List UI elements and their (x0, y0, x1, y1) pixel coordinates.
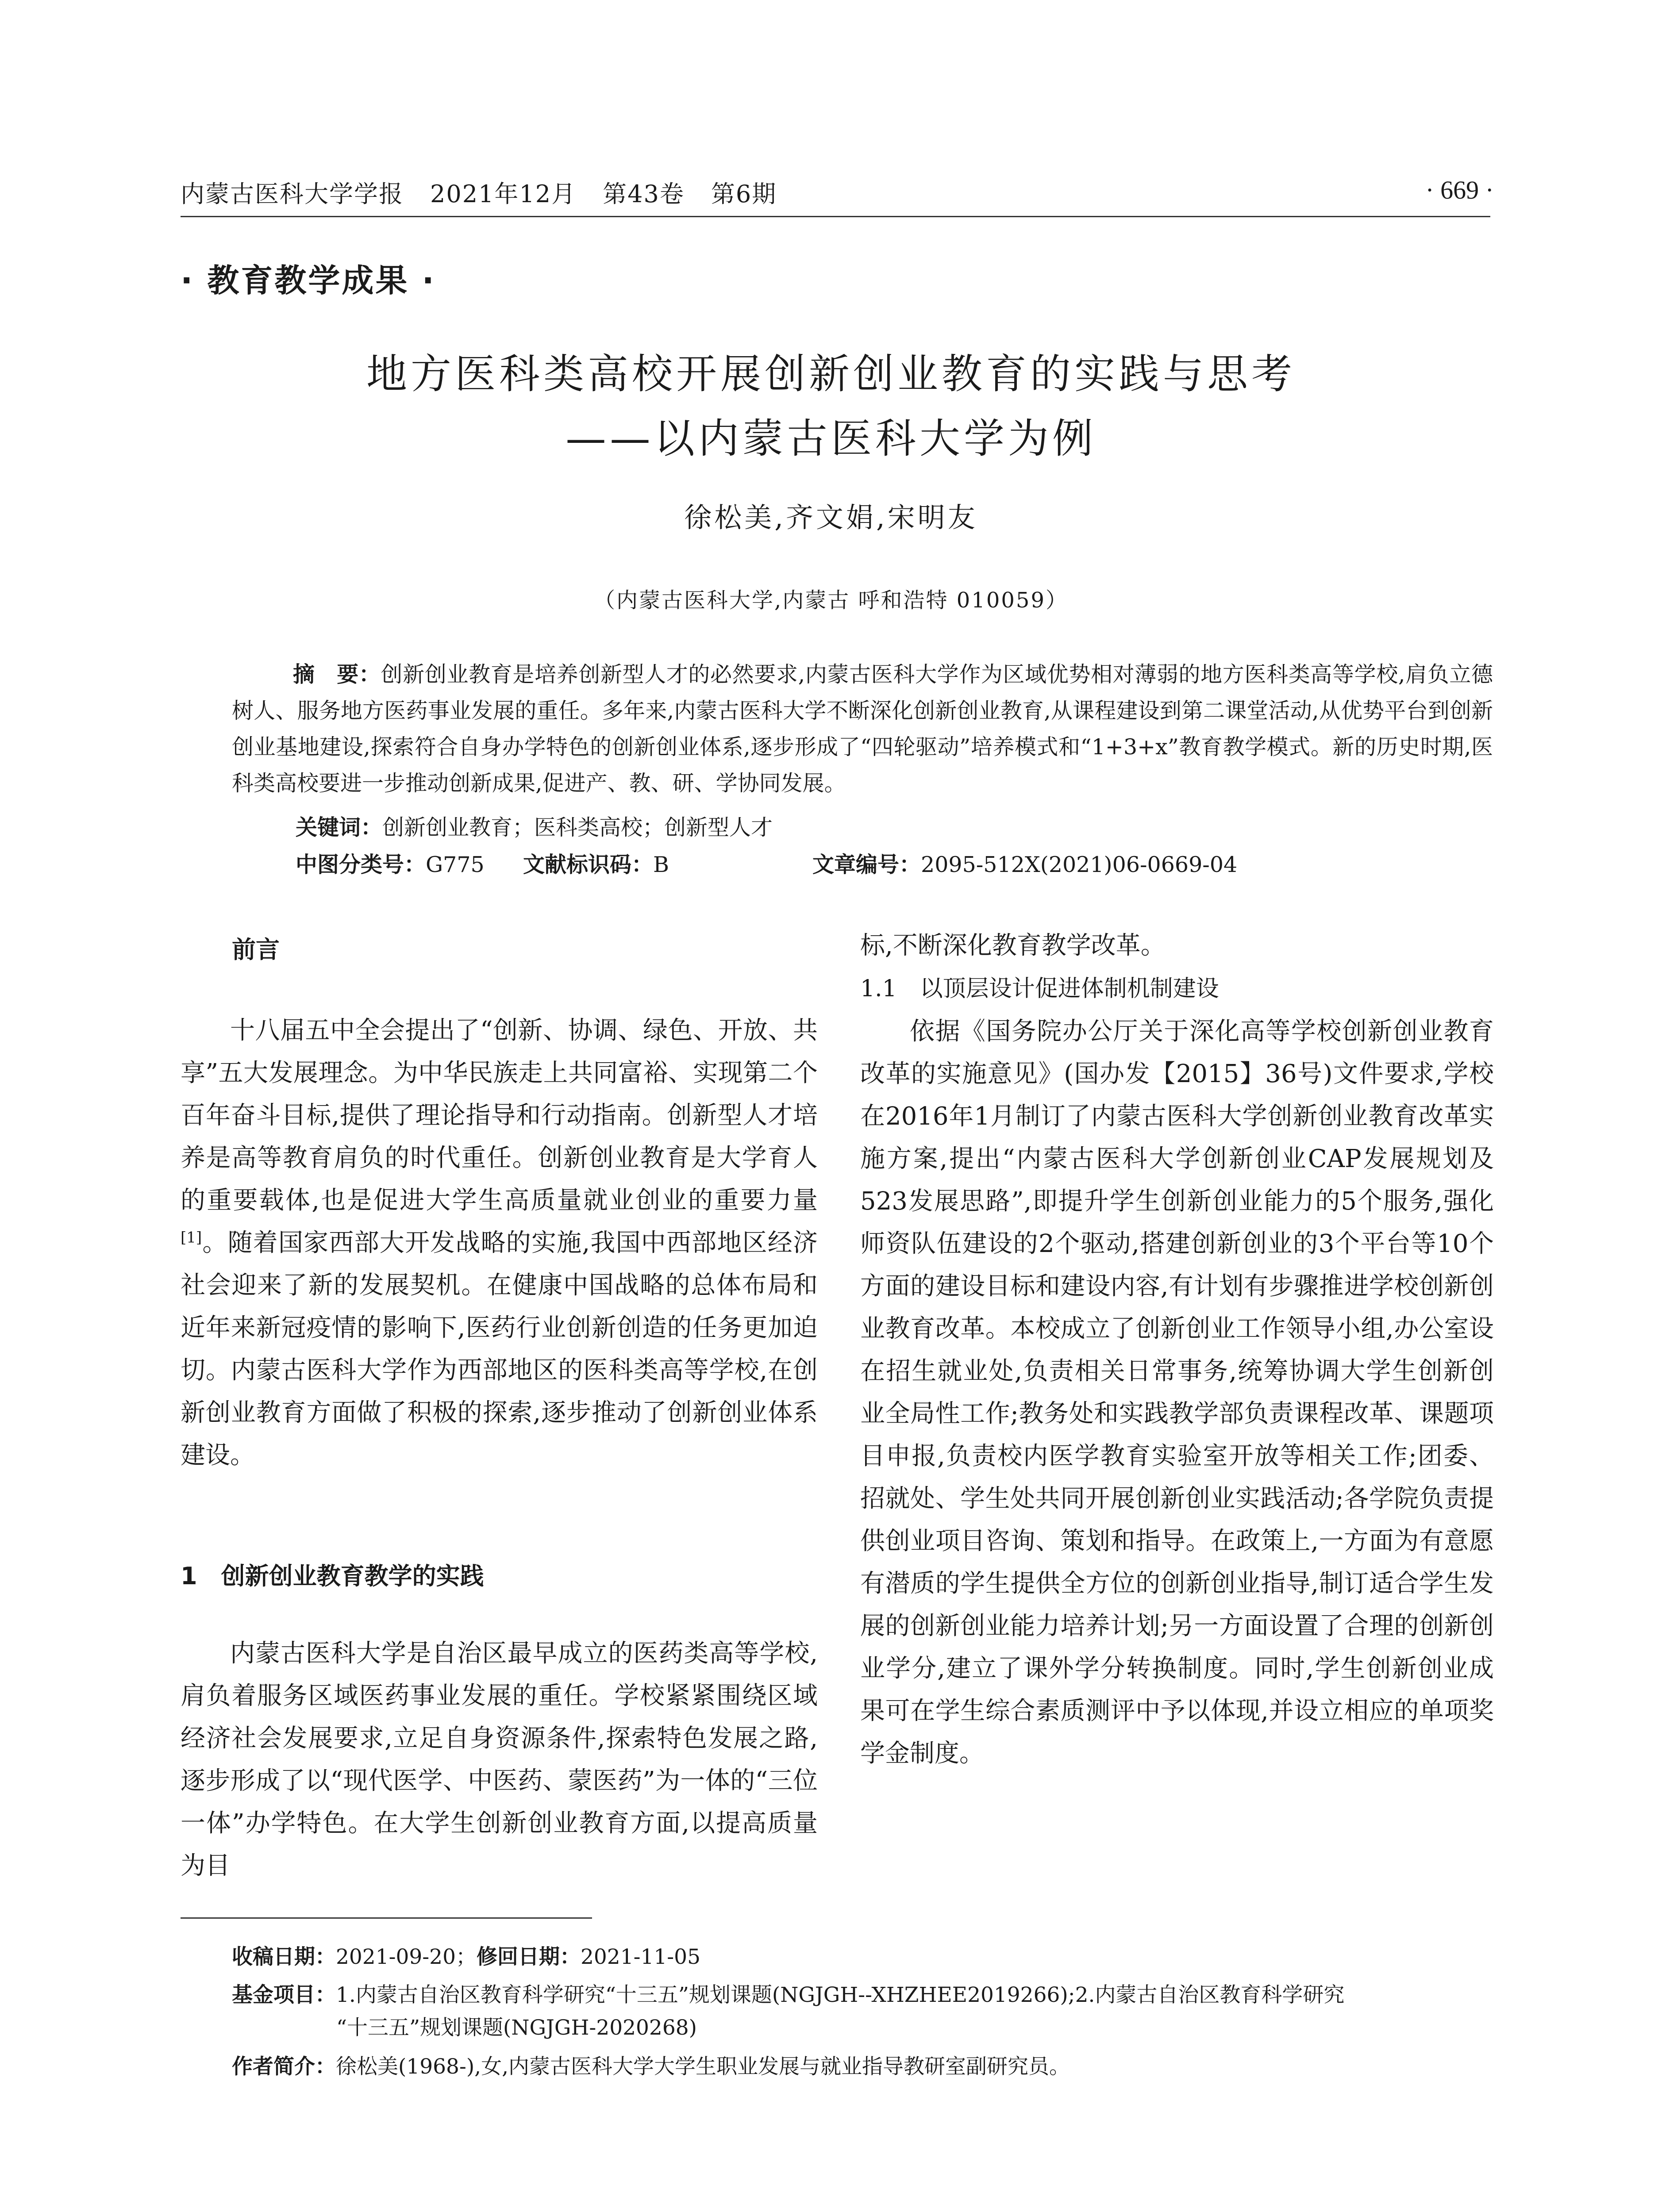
issue-date: 2021年12月 (430, 180, 577, 208)
section-1-text: 内蒙古医科大学是自治区最早成立的医药类高等学校,肩负着服务区域医药事业发展的重任。学校紧紧围绕区域经济社会发展要求,立足自身资源条件,探索特色发展之路,逐步形成了以“现代医学、中医药、蒙医药”为一体的“三位一体”办学特色。在大学生创新创业教育方面,以提高质量为目 (181, 1639, 818, 1880)
section-1-heading: 1 创新创业教育教学的实践 (181, 1562, 484, 1590)
author-bio-label: 作者简介： (232, 2055, 336, 2079)
preface-text-tail: 。随着国家西部大开发战略的实施,我国中西部地区经济社会迎来了新的发展契机。在健康中国战略的总体布局和近年来新冠疫情的影响下,医药行业创新创造的任务更加迫切。内蒙古医科大学作为西部地区的医科类高等学校,在创新创业教育方面做了积极的探索,逐步推动了创新创业体系建设。 (181, 1229, 818, 1470)
revised-date: 2021-11-05 (580, 1945, 700, 1969)
clc-value: G775 (426, 852, 485, 877)
subsection-1-1-text: 依据《国务院办公厅关于深化高等学校创新创业教育改革的实施意见》(国办发【2015】36号)文件要求,学校在2016年1月制订了内蒙古医科大学创新创业教育改革实施方案,提出“内蒙古医科大学创新创业CAP发展规划及523发展思路”,即提升学生创新创业能力的5个服务,强化师资队伍建设的2个驱动,搭建创新创业的3个平台等10个方面的建设目标和建设内容,有计划有步骤推进学校创新创业教育改革。本校成立了创新创业工作领导小组,办公室设在招生就业处,负责相关日常事务,统筹协调大学生创新创业全局性工作;教务处和实践教学部负责课程改革、课题项目申报,负责校内医学教育实验室开放等相关工作;团委、招就处、学生处共同开展创新创业实践活动;各学院负责提供创业项目咨询、策划和指导。在政策上,一方面为有意愿有潜质的学生提供全方位的创新创业指导,制订适合学生发展的创新创业能力培养计划;另一方面设置了合理的创新创业学分,建立了课外学分转换制度。同时,学生创新创业成果可在学生综合素质测评中予以体现,并设立相应的单项奖学金制度。 (860, 1017, 1494, 1768)
preface-heading: 前言 (232, 936, 280, 964)
preface-paragraph (181, 1010, 818, 1477)
article-number-label: 文章编号： (812, 852, 921, 877)
received-label: 收稿日期： (232, 1945, 336, 1969)
right-column-continuation (860, 925, 1494, 967)
fund-label: 基金项目： (232, 1983, 336, 2007)
footnote-fund-cont: “十三五”规划课题(NGJGH-2020268) (336, 2016, 697, 2040)
article-number-value: 2095-512X(2021)06-0669-04 (921, 852, 1238, 877)
fund-text-1: 1.内蒙古自治区教育科学研究“十三五”规划课题(NGJGH--XHZHEE2019266);2.内蒙古自治区教育科学研究 (336, 1983, 1345, 2007)
keywords-text: 创新创业教育；医科类高校；创新型人才 (382, 815, 773, 840)
subsection-1-1-paragraph (860, 1010, 1494, 1775)
affiliation: （内蒙古医科大学,内蒙古 呼和浩特 010059） (593, 588, 1068, 613)
running-header (181, 175, 803, 209)
citation-ref: [1] (181, 1229, 202, 1247)
abstract-label: 摘 要： (293, 662, 381, 687)
classification-line (296, 848, 1237, 879)
footnote-dates (232, 1941, 700, 1973)
section-tag: · 教育教学成果 · (181, 262, 436, 299)
article-subtitle: ——以内蒙古医科大学为例 (565, 415, 1096, 462)
doc-code-label: 文献标识码： (523, 852, 654, 877)
abstract (232, 657, 1493, 802)
doc-code-value: B (653, 852, 669, 877)
continuation-text: 标,不断深化教育教学改革。 (860, 931, 1166, 960)
journal-name: 内蒙古医科大学学报 (181, 180, 404, 208)
keywords (296, 810, 773, 841)
volume: 第43卷 (603, 180, 685, 208)
revised-label: 修回日期： (476, 1945, 581, 1969)
footnote-fund (232, 1979, 1344, 2011)
clc-label: 中图分类号： (296, 852, 426, 877)
received-date: 2021-09-20； (336, 1945, 477, 1969)
subsection-1-1-heading: 1.1 以顶层设计促进体制机制建设 (860, 975, 1219, 1002)
section-1-paragraph (181, 1632, 818, 1887)
footnote-author (232, 2051, 1070, 2083)
keywords-label: 关键词： (296, 815, 383, 840)
footnote-rule (181, 1917, 592, 1919)
preface-text: 十八届五中全会提出了“创新、协调、绿色、开放、共享”五大发展理念。为中华民族走上共同富裕、实现第二个百年奋斗目标,提供了理论指导和行动指南。创新型人才培养是高等教育肩负的时代重任。创新创业教育是大学育人的重要载体,也是促进大学生高质量就业创业的重要力量 (181, 1016, 818, 1215)
header-rule (181, 216, 1490, 217)
abstract-text: 创新创业教育是培养创新型人才的必然要求,内蒙古医科大学作为区域优势相对薄弱的地方医科类高等学校,肩负立德树人、服务地方医药事业发展的重任。多年来,内蒙古医科大学不断深化创新创业教育,从课程建设到第二课堂活动,从优势平台到创新创业基地建设,探索符合自身办学特色的创新创业体系,逐步形成了“四轮驱动”培养模式和“1+3+x”教育教学模式。新的历史时期,医科类高校要进一步推动创新成果,促进产、教、研、学协同发展。 (232, 662, 1493, 796)
page-number: · 669 · (1425, 176, 1494, 204)
issue: 第6期 (711, 180, 777, 208)
author-bio-text: 徐松美(1968-),女,内蒙古医科大学大学生职业发展与就业指导教研室副研究员。 (336, 2055, 1070, 2079)
author-list: 徐松美,齐文娟,宋明友 (684, 501, 978, 534)
article-title: 地方医科类高校开展创新创业教育的实践与思考 (366, 350, 1296, 398)
